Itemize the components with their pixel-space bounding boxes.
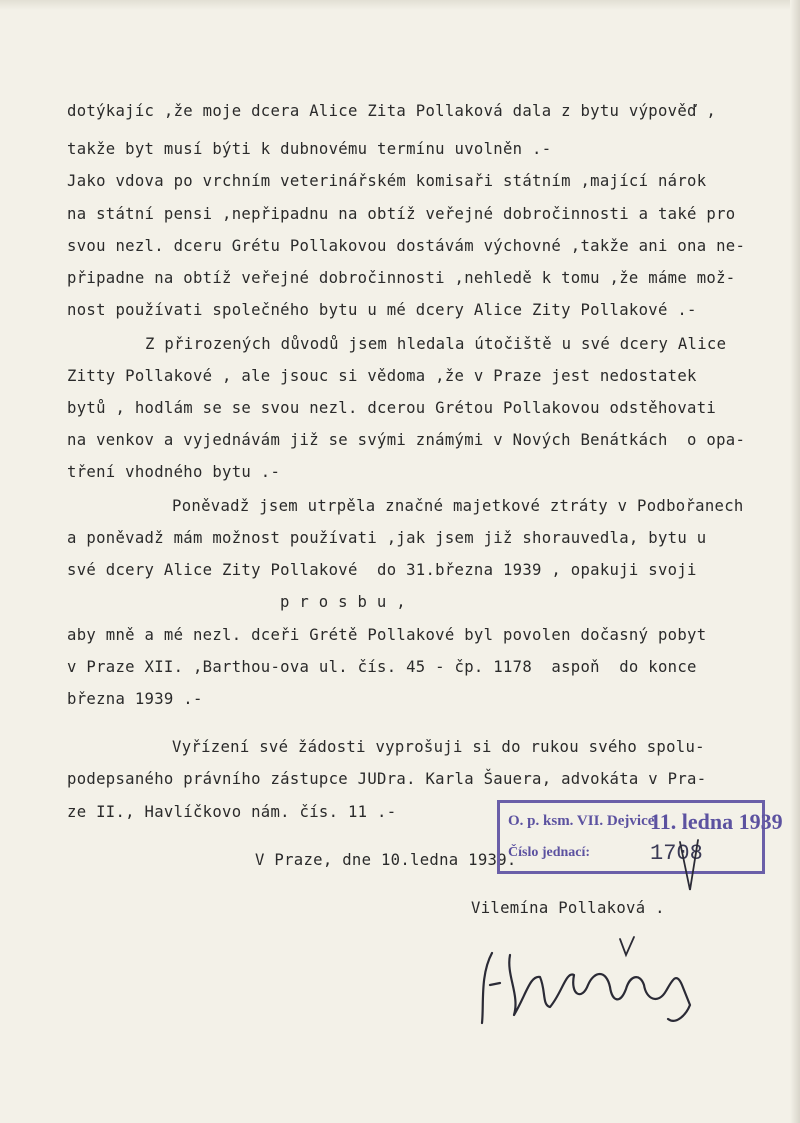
stamp-office: O. p. ksm. VII. Dejvice xyxy=(508,813,655,829)
text-line: Poněvadž jsem utrpěla značné majetkové ztráty v Podbořanech xyxy=(172,497,744,515)
handwritten-signature xyxy=(470,935,730,1045)
signatory-name: Vilemína Pollaková . xyxy=(471,899,665,917)
request-heading: p r o s b u , xyxy=(280,593,406,611)
text-line: na venkov a vyjednávám již se svými známými v Nových Benátkách o opa- xyxy=(67,431,746,449)
stamp-ref-number: 1708 xyxy=(650,841,703,866)
place-date-line: V Praze, dne 10.ledna 1939. xyxy=(255,851,517,869)
text-line: března 1939 .- xyxy=(67,690,203,708)
text-line: připadne na obtíž veřejné dobročinnosti ,nehledě k tomu ,že máme mož- xyxy=(67,269,736,287)
text-line: podepsaného právního zástupce JUDra. Karla Šauera, advokáta v Pra- xyxy=(67,770,707,788)
text-line: dotýkajíc ,že moje dcera Alice Zita Pollaková dala z bytu výpověď , xyxy=(67,102,717,120)
text-line: a poněvadž mám možnost používati ,jak jsem již shorauvedla, bytu u xyxy=(67,529,707,547)
stamp-ref-label: Číslo jednací: xyxy=(508,845,591,860)
text-line: Vyřízení své žádosti vyprošuji si do rukou svého spolu- xyxy=(172,738,705,756)
text-line: bytů , hodlám se se svou nezl. dcerou Grétou Pollakovou odstěhovati xyxy=(67,399,717,417)
text-line: aby mně a mé nezl. dceři Grétě Pollakové byl povolen dočasný pobyt xyxy=(67,626,707,644)
paper-top-edge xyxy=(0,0,800,10)
paper-right-edge xyxy=(790,0,800,1123)
text-line: Z přirozených důvodů jsem hledala útočiště u své dcery Alice xyxy=(145,335,727,353)
text-line: na státní pensi ,nepřipadnu na obtíž veřejné dobročinnosti a také pro xyxy=(67,205,736,223)
text-line: svou nezl. dceru Grétu Pollakovou dostávám výchovné ,takže ani ona ne- xyxy=(67,237,746,255)
text-line: takže byt musí býti k dubnovému termínu uvolněn .- xyxy=(67,140,552,158)
text-line: Zitty Pollakové , ale jsouc si vědoma ,že v Praze jest nedostatek xyxy=(67,367,697,385)
text-line: Jako vdova po vrchním veterinářském komisaři státním ,mající nárok xyxy=(67,172,707,190)
check-mark xyxy=(676,838,706,898)
text-line: tření vhodného bytu .- xyxy=(67,463,281,481)
text-line: své dcery Alice Zity Pollakové do 31.března 1939 , opakuji svoji xyxy=(67,561,697,579)
registry-stamp xyxy=(497,800,783,874)
text-line: nost používati společného bytu u mé dcery Alice Zity Pollakové .- xyxy=(67,301,697,319)
stamp-date: 11. ledna 1939 xyxy=(650,809,783,834)
text-line: ze II., Havlíčkovo nám. čís. 11 .- xyxy=(67,803,397,821)
text-line: v Praze XII. ,Barthou-ova ul. čís. 45 - čp. 1178 aspoň do konce xyxy=(67,658,697,676)
